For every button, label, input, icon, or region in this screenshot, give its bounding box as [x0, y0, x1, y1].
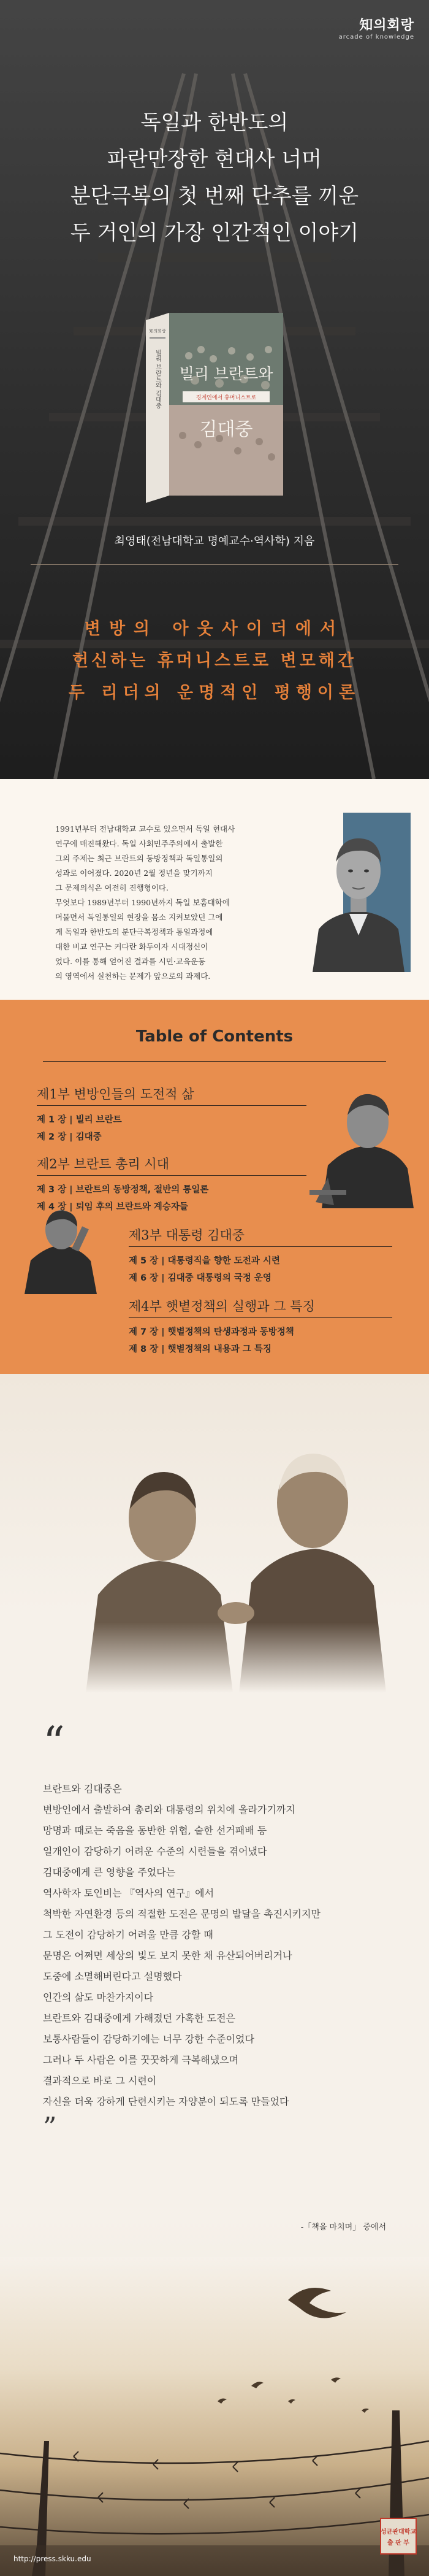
tagline-line: 헌신하는 휴머니스트로 변모해간 [72, 651, 357, 670]
chapter-number: 제 8 장 | [129, 1344, 165, 1354]
divider [129, 1246, 392, 1247]
quote-line: 그러나 두 사람은 이를 꿋꿋하게 극복해냈으며 [43, 2054, 239, 2066]
book-quote-section [0, 1374, 429, 2576]
chapter-title: 햇볕정책의 내용과 그 특징 [167, 1344, 271, 1354]
quote-line: 일개인이 감당하기 어려운 수준의 시련들을 겪어냈다 [43, 1846, 267, 1857]
bio-line: 성과로 이어졌다. 2020년 2월 정년을 맞기까지 [55, 868, 213, 878]
press-url-link[interactable]: http://press.skku.edu [13, 2555, 91, 2563]
bio-line: 무엇보다 1989년부터 1990년까지 독일 보훔대학에 [55, 898, 230, 907]
quote-line: 결과적으로 바로 그 시련이 [43, 2075, 157, 2087]
toc-chapter-6 [129, 1271, 271, 1284]
barbed-wire-sunset-illustration [0, 2257, 429, 2576]
chapter-number: 제 1 장 | [37, 1115, 73, 1125]
tagline-line: 두 리더의 운명적인 평행이론 [68, 683, 361, 702]
book-spine-title: 빌리 브란트와 김대중 [154, 350, 161, 409]
toc-part-1 [37, 1084, 194, 1103]
divider [37, 1105, 306, 1106]
bio-line: 그의 주제는 최근 브란트의 동방정책과 독일통일의 [55, 854, 223, 863]
toc-part-4 [129, 1297, 315, 1315]
author-portrait [306, 813, 411, 972]
book-spine-series: 知의회랑 [149, 329, 166, 334]
quote-line: 그 도전이 감당하기 어려울 만큼 강할 때 [43, 1929, 213, 1941]
kim-dae-jung-photo [18, 1202, 104, 1294]
two-leaders-photo [74, 1411, 392, 1693]
divider [37, 1175, 306, 1176]
part-title: 브란트 총리 시대 [74, 1157, 169, 1171]
book-title-1: 빌리 브란트와 [179, 365, 273, 383]
part-title: 변방인들의 도전적 삶 [74, 1087, 194, 1102]
book-subtitle: 경계인에서 휴머니스트로 [196, 395, 257, 401]
chapter-title: 김대중 [75, 1132, 102, 1142]
toc-part-3 [129, 1225, 245, 1244]
hero-section [0, 0, 429, 779]
quote-line: 보통사람들이 감당하기에는 너무 강한 수준이었다 [43, 2033, 254, 2045]
bio-line: 게 독일과 한반도의 분단극복정책과 통일과정에 [55, 927, 213, 937]
chapter-title: 브란트의 동방정책, 절반의 통일론 [75, 1185, 209, 1195]
part-label: 제2부 [37, 1157, 70, 1171]
chapter-title: 대통령직을 향한 도전과 시련 [167, 1256, 280, 1266]
quote-line: 문명은 어쩌면 세상의 빛도 보지 못한 채 유산되어버리거나 [43, 1950, 292, 1961]
publisher-seal-icon [380, 2518, 417, 2555]
quote-body [43, 1779, 386, 2143]
quote-line: 척박한 자연환경 등의 적절한 도전은 문명의 발달을 촉진시키지만 [43, 1908, 321, 1920]
divider [43, 1061, 386, 1062]
headline-line: 독일과 한반도의 [140, 110, 289, 135]
quote-line: 망명과 때로는 죽음을 동반한 위협, 숱한 선거패배 등 [43, 1825, 267, 1836]
toc-chapter-8 [129, 1342, 271, 1355]
chapter-number: 제 6 장 | [129, 1273, 165, 1283]
bio-line: 그 문제의식은 여전히 진행형이다. [55, 883, 169, 892]
seal-text-2: 출 판 부 [387, 2540, 409, 2547]
toc-chapter-1 [37, 1113, 122, 1125]
headline-line: 두 거인의 가장 인간적인 이야기 [70, 221, 359, 245]
book-cover [146, 313, 283, 503]
author-credit: 최영태(전남대학교 명예교수·역사학) 지음 [114, 535, 315, 548]
toc-chapter-5 [129, 1254, 280, 1267]
tagline-line: 변방의 아웃사이더에서 [84, 619, 345, 638]
bio-line: 었다. 이를 통해 얻어진 결과를 시민·교육운동 [55, 957, 206, 966]
part-title: 대통령 김대중 [165, 1228, 245, 1243]
chapter-number: 제 3 장 | [37, 1185, 73, 1195]
chapter-title: 김대중 대통령의 국정 운영 [167, 1273, 271, 1283]
table-of-contents-section [0, 1000, 429, 1374]
hero-headline [0, 104, 429, 251]
toc-title: Table of Contents [135, 1027, 294, 1046]
part-title: 햇볕정책의 실행과 그 특징 [165, 1299, 315, 1314]
book-title-2: 김대중 [199, 419, 253, 440]
logo-sub-text: arcade of knowledge [338, 34, 414, 40]
toc-chapter-7 [129, 1325, 294, 1338]
bio-line: 의 영역에서 실천하는 문제가 앞으로의 과제다. [55, 972, 211, 981]
chapter-number: 제 7 장 | [129, 1327, 165, 1337]
chapter-title: 퇴임 후의 브란트와 계승자들 [75, 1202, 188, 1212]
quote-line: 역사학자 토인비는 『역사의 연구』에서 [43, 1887, 214, 1899]
publisher-logo [339, 15, 414, 40]
bio-line: 대한 비교 연구는 커다란 화두이자 시대정신이 [55, 942, 208, 951]
toc-part-2 [37, 1154, 169, 1173]
headline-line: 파란만장한 현대사 너머 [107, 147, 322, 172]
toc-chapter-3 [37, 1183, 208, 1195]
quote-source: -「책을 마치며」 중에서 [300, 2223, 386, 2232]
divider [31, 564, 398, 565]
chapter-title: 햇볕정책의 탄생과정과 동방정책 [167, 1327, 294, 1337]
bio-line: 머물면서 독일통일의 현장을 몸소 지켜보았던 그에 [55, 913, 223, 922]
part-label: 제1부 [37, 1087, 70, 1102]
bio-line: 연구에 매진해왔다. 독일 사회민주주의에서 출발한 [55, 839, 223, 848]
quote-close-mark: ” [43, 2112, 57, 2143]
quote-line: 브란트와 김대중은 [43, 1783, 122, 1795]
quote-line: 김대중에게 큰 영향을 주었다는 [43, 1866, 176, 1878]
chapter-title: 빌리 브란트 [75, 1115, 122, 1125]
logo-main-text: 知의회랑 [359, 17, 414, 33]
part-label: 제4부 [129, 1299, 162, 1314]
chapter-number: 제 2 장 | [37, 1132, 73, 1142]
toc-chapter-2 [37, 1130, 102, 1143]
quote-line: 도중에 소멸해버린다고 설명했다 [43, 1971, 182, 1982]
seal-text-1: 성균관대학교 [381, 2529, 416, 2536]
chapter-number: 제 4 장 | [37, 1202, 73, 1212]
author-bio-text [55, 822, 313, 984]
bio-line: 1991년부터 전남대학교 교수로 있으면서 독일 현대사 [55, 824, 235, 834]
brandt-photo [309, 1073, 420, 1208]
hero-tagline [0, 613, 429, 709]
toc-chapter-4 [37, 1200, 188, 1213]
headline-line: 분단극복의 첫 번째 단추를 끼운 [70, 184, 359, 209]
quote-open-mark: “ [43, 1717, 65, 1768]
divider [129, 1317, 392, 1318]
quote-line: 변방인에서 출발하여 총리와 대통령의 위치에 올라가기까지 [43, 1804, 295, 1815]
part-label: 제3부 [129, 1228, 162, 1243]
author-bio-section [0, 779, 429, 1000]
quote-line: 자신을 더욱 강하게 단련시키는 자양분이 되도록 만들었다 [43, 2096, 289, 2107]
chapter-number: 제 5 장 | [129, 1256, 165, 1266]
quote-line: 브란트와 김대중에게 가해졌던 가혹한 도전은 [43, 2012, 236, 2024]
quote-line: 인간의 삶도 마찬가지이다 [43, 1991, 154, 2003]
